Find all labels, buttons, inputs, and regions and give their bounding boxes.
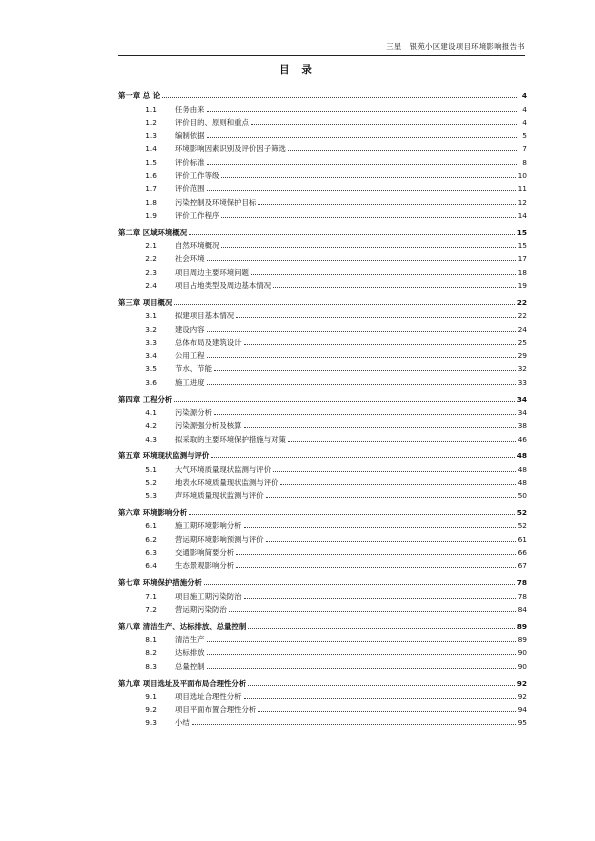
page-header [118, 41, 525, 56]
toc-chapter-title: 第九章 项目选址及平面布局合理性分析 [118, 678, 247, 688]
dot-leader [251, 273, 516, 275]
toc-section-number: 4.1 [145, 407, 157, 417]
toc-page-number: 8 [522, 157, 527, 167]
toc-page-number: 24 [517, 324, 527, 334]
toc-section-row[interactable] [118, 360, 527, 373]
toc-page-number: 17 [517, 254, 527, 264]
dot-leader [251, 123, 517, 125]
dot-leader [207, 136, 517, 138]
toc-section-title: 施工期环境影响分析 [175, 521, 242, 531]
toc-section-row[interactable] [118, 153, 527, 166]
toc-section-row[interactable] [118, 277, 527, 290]
toc-section-row[interactable] [118, 631, 527, 644]
toc-section-title: 交通影响简要分析 [175, 548, 235, 558]
toc-section-number: 6.2 [145, 534, 157, 544]
toc-section-title: 评价目的、原则和重点 [175, 117, 249, 127]
toc-section-title: 地表水环境质量现状监测与评价 [175, 477, 279, 487]
toc-chapter-row[interactable] [118, 617, 527, 630]
toc-page-number: 50 [517, 491, 527, 501]
dot-leader [236, 566, 515, 568]
toc-section-row[interactable] [118, 544, 527, 557]
dot-leader [174, 303, 514, 305]
toc-section-row[interactable] [118, 460, 527, 473]
toc-page-number: 4 [522, 117, 527, 127]
toc-section-title: 评价工作程序 [175, 210, 220, 220]
dot-leader [258, 203, 515, 205]
toc-section-number: 3.3 [145, 337, 157, 347]
dot-leader [207, 189, 516, 191]
toc-page-number: 29 [517, 351, 527, 361]
toc-chapter-row[interactable] [118, 504, 527, 517]
toc-section-number: 1.8 [145, 197, 157, 207]
toc-page-number: 89 [517, 635, 527, 645]
dot-leader [204, 583, 515, 585]
dot-leader [207, 356, 516, 358]
toc-chapter-row[interactable] [118, 294, 527, 307]
toc-section-title: 小结 [175, 718, 190, 728]
dot-leader [273, 286, 516, 288]
toc-section-number: 1.6 [145, 171, 157, 181]
toc-chapter-row[interactable] [118, 390, 527, 403]
toc-section-number: 5.1 [145, 464, 157, 474]
toc-section-title: 施工进度 [175, 377, 205, 387]
toc-section-row[interactable] [118, 114, 527, 127]
toc-page-number: 61 [517, 534, 527, 544]
toc-page-number: 78 [516, 578, 527, 588]
toc-page-number: 94 [517, 705, 527, 715]
dot-leader [192, 723, 516, 725]
toc-section-title: 营运期污染防治 [175, 604, 227, 614]
toc-section-row[interactable] [118, 193, 527, 206]
toc-section-title: 项目平面布置合理性分析 [175, 705, 257, 715]
toc-section-row[interactable] [118, 714, 527, 727]
toc-section-row[interactable] [118, 487, 527, 500]
toc-page-number: 84 [517, 604, 527, 614]
toc-section-row[interactable] [118, 601, 527, 614]
toc-section-number: 9.1 [145, 691, 157, 701]
dot-leader [248, 684, 514, 686]
toc-page-number: 19 [517, 281, 527, 291]
toc-page-number: 25 [517, 337, 527, 347]
toc-section-title: 项目施工期污染防治 [175, 591, 242, 601]
toc-section-title: 营运期环境影响预测与评价 [175, 534, 264, 544]
toc-section-title: 大气环境质量现状监测与评价 [175, 464, 272, 474]
toc-section-title: 编制依据 [175, 131, 205, 141]
dot-leader [211, 456, 514, 458]
toc-section-row[interactable] [118, 140, 527, 153]
toc-page-number: 22 [516, 297, 527, 307]
toc-chapter-title: 第四章 工程分析 [118, 394, 173, 404]
toc-chapter-title: 第五章 环境现状监测与评价 [118, 451, 210, 461]
toc-section-number: 3.4 [145, 351, 157, 361]
toc-page-number: 14 [517, 210, 527, 220]
dot-leader [244, 597, 516, 599]
dot-leader [236, 553, 515, 555]
dot-leader [248, 627, 514, 629]
toc-page-number: 15 [516, 227, 527, 237]
dot-leader [244, 526, 516, 528]
dot-leader [258, 710, 515, 712]
toc-page-number: 10 [517, 171, 527, 181]
toc-section-title: 声环境质量现状监测与评价 [175, 491, 264, 501]
toc-section-title: 节水、节能 [175, 364, 212, 374]
toc-section-number: 7.2 [145, 604, 157, 614]
toc-section-title: 污染源分析 [175, 407, 212, 417]
toc-chapter-row[interactable] [118, 224, 527, 237]
header-project-short: 三星 [386, 42, 402, 51]
toc-title: 目 录 [279, 64, 316, 76]
dot-leader [214, 413, 516, 415]
toc-section-number: 1.2 [145, 117, 157, 127]
toc-section-title: 项目占地类型及周边基本情况 [175, 281, 272, 291]
toc-section-title: 污染控制及环境保护目标 [175, 197, 257, 207]
toc-section-row[interactable] [118, 373, 527, 386]
toc-page-number: 66 [517, 548, 527, 558]
toc-chapter-row[interactable] [118, 674, 527, 687]
toc-section-number: 6.1 [145, 521, 157, 531]
toc-section-row[interactable] [118, 320, 527, 333]
toc-section-title: 清洁生产 [175, 635, 205, 645]
dot-leader [189, 513, 515, 515]
toc-section-row[interactable] [118, 688, 527, 701]
toc-section-number: 1.9 [145, 210, 157, 220]
toc-chapter-title: 第八章 清洁生产、达标排放、总量控制 [118, 621, 247, 631]
toc-section-title: 建设内容 [175, 324, 205, 334]
toc-section-row[interactable] [118, 237, 527, 250]
toc-page-number: 78 [517, 591, 527, 601]
dot-leader [221, 176, 515, 178]
dot-leader [162, 96, 517, 98]
toc-page-number: 95 [517, 718, 527, 728]
toc-section-number: 6.3 [145, 548, 157, 558]
toc-section-row[interactable] [118, 180, 527, 193]
toc-page-number: 4 [522, 104, 527, 114]
toc-section-row[interactable] [118, 250, 527, 263]
dot-leader [244, 343, 516, 345]
toc-section-title: 评价标准 [175, 157, 205, 167]
toc-chapter-row[interactable] [118, 574, 527, 587]
toc-page-number: 5 [522, 131, 527, 141]
toc-section-number: 1.7 [145, 184, 157, 194]
dot-leader [189, 233, 515, 235]
toc-section-row[interactable] [118, 474, 527, 487]
dot-leader [221, 216, 515, 218]
toc-section-number: 3.2 [145, 324, 157, 334]
toc-page-number: 67 [517, 561, 527, 571]
toc-section-row[interactable] [118, 530, 527, 543]
toc-section-title: 拟建项目基本情况 [175, 311, 235, 321]
toc-section-title: 评价范围 [175, 184, 205, 194]
toc-section-number: 5.3 [145, 491, 157, 501]
dot-leader [229, 610, 516, 612]
toc-section-title: 生态景观影响分析 [175, 561, 235, 571]
toc-page-number: 32 [517, 364, 527, 374]
toc-section-row[interactable] [118, 100, 527, 113]
toc-section-title: 污染源强分析及核算 [175, 421, 242, 431]
toc-page-number: 22 [517, 311, 527, 321]
toc-section-row[interactable] [118, 263, 527, 276]
dot-leader [280, 483, 515, 485]
toc-section-number: 7.1 [145, 591, 157, 601]
dot-leader [207, 110, 517, 112]
toc-chapter-title: 第二章 区域环境概况 [118, 227, 188, 237]
dot-leader [273, 470, 516, 472]
toc-section-number: 1.5 [145, 157, 157, 167]
toc-page-number: 90 [517, 661, 527, 671]
toc-section-row[interactable] [118, 334, 527, 347]
toc-section-row[interactable] [118, 557, 527, 570]
toc-section-row[interactable] [118, 517, 527, 530]
toc-page-number: 11 [517, 184, 527, 194]
toc-section-row[interactable] [118, 167, 527, 180]
toc-section-title: 环境影响因素识别及评价因子筛选 [175, 144, 286, 154]
toc-section-number: 8.3 [145, 661, 157, 671]
toc-section-row[interactable] [118, 657, 527, 670]
toc-section-title: 总体布局及建筑设计 [175, 337, 242, 347]
toc-section-number: 2.4 [145, 281, 157, 291]
dot-leader [207, 667, 516, 669]
toc-page-number: 92 [516, 678, 527, 688]
toc-section-number: 2.3 [145, 267, 157, 277]
toc-section-number: 4.3 [145, 434, 157, 444]
toc-section-title: 任务由来 [175, 104, 205, 114]
dot-leader [207, 640, 516, 642]
toc-section-number: 1.4 [145, 144, 157, 154]
toc-page-number: 48 [517, 477, 527, 487]
toc-section-title: 达标排放 [175, 648, 205, 658]
dot-leader [207, 259, 516, 261]
toc-section-row[interactable] [118, 430, 527, 443]
toc-section-number: 2.1 [145, 241, 157, 251]
dot-leader [244, 697, 516, 699]
toc-section-number: 4.2 [145, 421, 157, 431]
toc-section-row[interactable] [118, 417, 527, 430]
toc-section-number: 3.6 [145, 377, 157, 387]
toc-section-row[interactable] [118, 587, 527, 600]
toc-section-number: 8.2 [145, 648, 157, 658]
toc-page-number: 4 [521, 91, 527, 101]
toc-page-number: 92 [517, 691, 527, 701]
dot-leader [207, 163, 517, 165]
dot-leader [288, 149, 517, 151]
toc-page-number: 48 [517, 464, 527, 474]
toc-chapter-title: 第六章 环境影响分析 [118, 508, 188, 518]
toc-chapter-row[interactable] [118, 87, 527, 100]
dot-leader [207, 330, 516, 332]
toc-section-title: 社会环境 [175, 254, 205, 264]
toc-chapter-row[interactable] [118, 447, 527, 460]
toc-page-number: 15 [517, 241, 527, 251]
dot-leader [207, 383, 516, 385]
header-report-title: 银苑小区建设项目环境影响报告书 [409, 42, 525, 51]
toc-page-number: 18 [517, 267, 527, 277]
toc-section-title: 公用工程 [175, 351, 205, 361]
toc-section-row[interactable] [118, 347, 527, 360]
toc-section-number: 1.3 [145, 131, 157, 141]
toc-page-number: 52 [517, 521, 527, 531]
dot-leader [207, 653, 516, 655]
toc-section-number: 5.2 [145, 477, 157, 487]
toc-section-row[interactable] [118, 404, 527, 417]
toc-page-number: 12 [517, 197, 527, 207]
toc-page-number: 90 [517, 648, 527, 658]
toc-section-number: 1.1 [145, 104, 157, 114]
toc-chapter-title: 第七章 环境保护措施分析 [118, 578, 202, 588]
toc-section-number: 9.3 [145, 718, 157, 728]
toc-page-number: 48 [516, 451, 527, 461]
table-of-contents [118, 87, 527, 727]
toc-section-title: 自然环境概况 [175, 241, 220, 251]
toc-page-number: 89 [516, 621, 527, 631]
toc-section-title: 拟采取的主要环境保护措施与对策 [175, 434, 286, 444]
toc-section-title: 项目周边主要环境问题 [175, 267, 249, 277]
toc-page-number: 7 [522, 144, 527, 154]
toc-section-number: 2.2 [145, 254, 157, 264]
toc-section-title: 项目选址合理性分析 [175, 691, 242, 701]
toc-page-number: 46 [517, 434, 527, 444]
toc-page-number: 34 [517, 407, 527, 417]
toc-page-number: 33 [517, 377, 527, 387]
toc-section-title: 评价工作等级 [175, 171, 220, 181]
dot-leader [266, 540, 516, 542]
toc-page-number: 52 [516, 508, 527, 518]
toc-section-title: 总量控制 [175, 661, 205, 671]
toc-page-number: 34 [516, 394, 527, 404]
toc-section-number: 8.1 [145, 635, 157, 645]
toc-page-number: 38 [517, 421, 527, 431]
toc-section-row[interactable] [118, 701, 527, 714]
toc-section-number: 9.2 [145, 705, 157, 715]
toc-section-row[interactable] [118, 127, 527, 140]
toc-section-number: 3.5 [145, 364, 157, 374]
toc-section-row[interactable] [118, 307, 527, 320]
dot-leader [266, 496, 516, 498]
dot-leader [174, 400, 514, 402]
toc-section-row[interactable] [118, 207, 527, 220]
dot-leader [236, 316, 515, 318]
toc-chapter-title: 第一章 总 论 [118, 91, 161, 101]
dot-leader [244, 426, 516, 428]
toc-section-number: 6.4 [145, 561, 157, 571]
toc-section-number: 3.1 [145, 311, 157, 321]
dot-leader [221, 246, 515, 248]
toc-chapter-title: 第三章 项目概况 [118, 297, 173, 307]
toc-section-row[interactable] [118, 644, 527, 657]
dot-leader [288, 440, 516, 442]
dot-leader [214, 369, 516, 371]
